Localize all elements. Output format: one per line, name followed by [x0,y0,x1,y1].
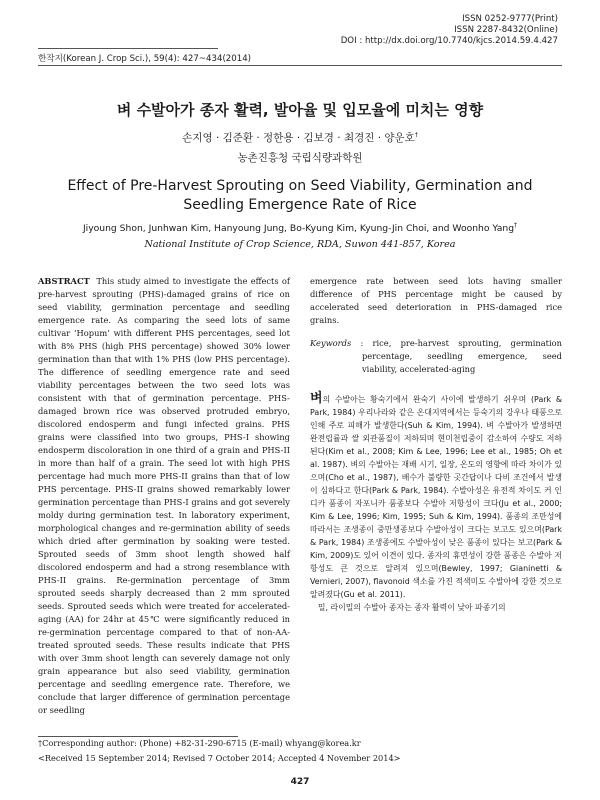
footnote-rule [38,736,238,737]
issn-doi-block [341,14,558,47]
abstract-text: This study aimed to investigate the effects of pre-harvest sprouting (PHS)-damaged grains of rice on seed viability, germination percentage and seedling emergence rate. As comparing the seed lots of same cultivar ‘Hopum’ with different PHS percentages, seed lot with 8% PHS (high PHS percentage) showed 30% lower germination than that with 1% PHS (low PHS percentage). The difference of seedling emergence rate and seed viability percentages between the two seed lots was consistent with that of germination percentage. PHS-damaged brown rice was observed protruded embryo, discolored endosperm and fungi infected grains. PHS grains were classified into two groups, PHS-I showing endosperm discoloration in one third of a grain and PHS-II in more than half of a grain. The seed lot with high PHS percentage had much more PHS-II grains than that of low PHS percentage. PHS-II grains showed remarkably lower germination percentage than PHS-I grains and got severely moldy during germination test. In laboratory experiment, morphological changes and re-germination ability of seeds which dried after germination by soaking were tested. Sprouted seeds of 3mm shoot length showed half discolored endosperm and had a strong resemblance with PHS-II grains. Re-germination percentage of 3mm sprouted seeds sharply decreased than 2 mm sprouted seeds. Sprouted seeds which were treated for accelerated-aging (AA) for 24hr at 45℃ were significantly reduced in re-germination percentage compared to that of non-AA-treated sprouted seeds. These results indicate that PHS with over 3mm shoot length can severely damage not only grain appearance but also seed viability, germination percentage and seedling emergence rate. Therefore, we conclude that larger difference of germination percentage or seedling [38,276,290,715]
header-rule [38,48,218,49]
keywords [310,337,562,376]
doi: DOI : http://dx.doi.org/10.7740/kjcs.2014.59.4.427 [340,36,558,46]
abstract-continuation: emergence rate between seed lots having smaller difference of PHS percentage might be caused by accelerated seed deterioration in PHS-damaged rice grains. [310,276,562,325]
authors-english: Jiyoung Shon, Junhwan Kim, Hanyoung Jung, Bo-Kyung Kim, Kyung-Jin Choi, and Woonho Yang† [82,221,518,234]
keywords-text: : rice, pre-harvest sprouting, germination percentage, seedling emergence, seed viability, accelerated-aging [360,338,562,374]
intro-paragraph-1: 의 수발아는 황숙기에서 완숙기 사이에 발생하기 쉬우며 (Park & Park, 1984) 우리나라와 같은 온대지역에서는 등숙기의 강우나 태풍으로 인해 주로 피해가 발생한다(Suh & Kim, 1994). 벼 수발아가 발생하면 완전립률과 쌀 외관품질이 저하되며 현미천립중이 감소하여 수량도 저하된다(Kim et al., 2008; Kim & Lee, 1996; Lee et al., 1985; Oh et al. 1987). 벼의 수발아는 재배 시기, 일장, 온도의 영향에 따라 차이가 있으며(Cho et al., 1987), 배수가 불량한 곳간답이나 다비 조건에서 발생이 심하다고 한다(Park & Park, 1984). 수발아성은 유전적 차이도 커 인디카 품종이 자포니카 품종보다 수발아 저항성이 크다(Ju et al., 2000; Kim & Lee, 1996; Kim, 1995; Suh & Kim, 1994). 품종의 조만성에 따라서는 조생종이 중만생종보다 수발아성이 크다는 보고도 있으며(Park & Park, 1984) 조생종에도 수발아성이 낮은 품종이 있다는 보고(Park & Kim, 2009)도 있어 이견이 있다. 종자의 휴면성이 강한 품종은 수발아 저항성도 큰 것으로 알려져 있으며(Bewley, 1997; Gianinetti & Vernieri, 2007), flavonoid 색소를 가진 적색미도 수발아에 강한 것으로 알려졌다(Gu et al. 2011). [310,395,563,599]
abstract-column [38,275,290,717]
title-korean: 벼 수발아가 종자 활력, 발아율 및 입모율에 미치는 영향 [116,101,484,119]
title-english-line1: Effect of Pre-Harvest Sprouting on Seed Viability, Germination and [67,178,533,194]
issn-print: ISSN 0252-9777(Print) [462,14,558,24]
corresponding-author-footnote: †Corresponding author: (Phone) +82-31-290-6715 (E-mail) whyang@korea.kr [38,738,361,748]
page-number: 427 [290,777,310,787]
authors-korean: 손지영 · 김준환 · 정한용 · 김보경 · 최경진 · 양운호† [182,131,418,144]
abstract-label: ABSTRACT [38,276,90,286]
dropcap: 벼 [310,391,323,406]
title-english-line2: Seedling Emergence Rate of Rice [183,197,417,213]
header-divider [38,65,562,66]
affiliation-korean: 농촌진흥청 국립식량과학원 [237,152,363,164]
right-column [310,275,562,614]
introduction-korean [310,392,562,614]
received-dates: <Received 15 September 2014; Revised 7 October 2014; Accepted 4 November 2014> [38,753,401,763]
journal-citation: 한작지(Korean J. Crop Sci.), 59(4): 427~434(2014) [38,54,252,64]
keywords-label: Keywords [310,338,352,348]
affiliation-english: National Institute of Crop Science, RDA, Suwon 441-857, Korea [144,239,456,250]
corresponding-mark-en: † [514,221,518,229]
title-english [0,177,600,215]
corresponding-mark: † [414,131,418,139]
issn-online: ISSN 2287-8432(Online) [454,25,558,35]
intro-paragraph-2: 밀, 라이밀의 수발아 종자는 종자 활력이 낮아 파종기의 [310,603,506,612]
